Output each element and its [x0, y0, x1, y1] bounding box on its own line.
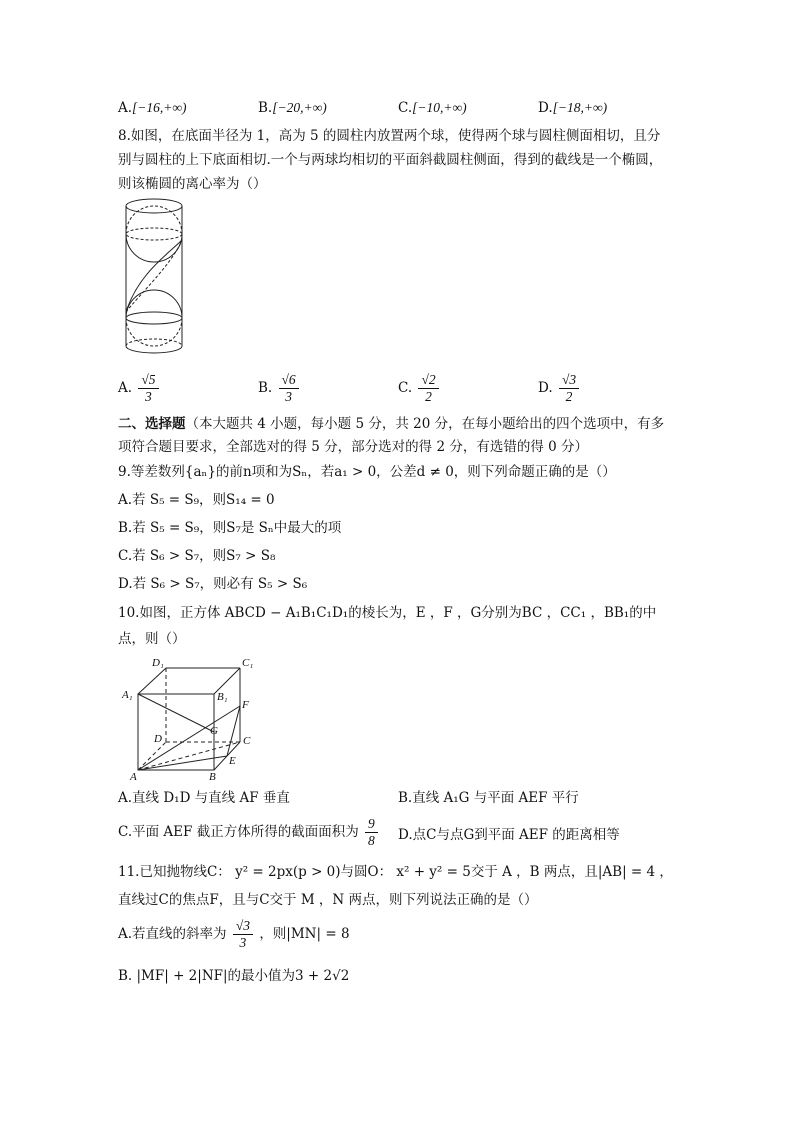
- q10-option-c: [118, 816, 380, 849]
- q11-option-a: [118, 918, 350, 951]
- fraction: [418, 372, 438, 405]
- numerator: √6: [279, 372, 299, 389]
- numerator: √3: [559, 372, 579, 389]
- numerator: √5: [138, 372, 158, 389]
- option-letter: B.: [258, 380, 273, 396]
- q9-option-a: A.若 S₅ = S₉，则S₁₄ = 0: [118, 492, 275, 508]
- fraction: [233, 918, 253, 951]
- denominator: 2: [565, 389, 573, 404]
- denominator: 2: [425, 389, 432, 404]
- fraction: [279, 372, 299, 405]
- option-letter: C.: [398, 380, 413, 396]
- option-text: [−20,+∞): [272, 100, 327, 115]
- denominator: 3: [285, 389, 292, 404]
- q9-option-b: B.若 S₅ = S₉，则S₇是 Sₙ中最大的项: [118, 520, 342, 536]
- fraction: [138, 372, 158, 405]
- option-text: C.平面 AEF 截正方体所得的截面面积为: [118, 824, 359, 840]
- label-a1: A₁: [122, 689, 133, 701]
- q10-stem-line2: 点，则（）: [118, 631, 186, 647]
- denominator: 3: [239, 935, 247, 950]
- option-text: [−18,+∞): [552, 100, 608, 115]
- option-letter: D.: [538, 100, 553, 116]
- q8-stem-line1: 8.如图，在底面半径为 1，高为 5 的圆柱内放置两个球，使得两个球与圆柱侧面相切，且分: [118, 128, 661, 144]
- q8-stem-line3: 则该椭圆的离心率为（）: [118, 176, 267, 192]
- label-d1: D₁: [152, 657, 164, 669]
- q8-option-a: [118, 372, 161, 405]
- denominator: 8: [368, 833, 375, 848]
- section2-line1: [118, 414, 664, 434]
- option-letter: D.: [538, 380, 553, 396]
- option-letter: C.: [398, 100, 413, 116]
- q10-option-d: D.点C与点G到平面 AEF 的距离相等: [398, 827, 620, 843]
- q9-option-c: C.若 S₆ > S₇，则S₇ > S₈: [118, 548, 276, 564]
- q7-option-b: [258, 98, 327, 118]
- label-f: F: [242, 699, 249, 711]
- q7-option-a: [118, 98, 187, 118]
- q7-option-c: [398, 98, 467, 118]
- label-b: B: [209, 771, 216, 782]
- label-d: D: [154, 733, 162, 745]
- q11-stem-line2: 直线过C的焦点F，且与C交于 M ，N 两点，则下列说法正确的是（）: [118, 892, 538, 908]
- section2-desc: （本大题共 4 小题，每小题 5 分，共 20 分，在每小题给出的四个选项中，有多: [185, 416, 665, 432]
- numerator: √2: [418, 372, 438, 389]
- cylinder-figure: [118, 194, 190, 360]
- q7-option-d: [538, 98, 607, 118]
- section2-heading: 二、选择题: [118, 416, 186, 432]
- q10-option-b: B.直线 A₁G 与平面 AEF 平行: [398, 790, 579, 806]
- section2-line2: 项符合题目要求，全部选对的得 5 分，部分选对的得 2 分，有选错的得 0 分）: [118, 439, 589, 455]
- denominator: 3: [145, 389, 152, 404]
- label-b1: B₁: [217, 691, 228, 703]
- option-text-post: ，则|MN| = 8: [259, 926, 350, 942]
- option-letter: B.: [258, 100, 273, 116]
- q9-option-d: D.若 S₆ > S₇，则必有 S₅ > S₆: [118, 576, 308, 592]
- option-text: A.若直线的斜率为: [118, 926, 227, 942]
- label-c1: C₁: [242, 657, 254, 669]
- q11-stem-line1: 11.已知抛物线C： y² = 2px(p > 0)与圆O： x² + y² = 5交于 A ，B 两点，且|AB| = 4 ，: [118, 864, 673, 880]
- numerator: √3: [233, 918, 253, 935]
- q8-stem-line2: 别与圆柱的上下底面相切.一个与两球均相切的平面斜截圆柱侧面，得到的截线是一个椭圆，: [118, 152, 663, 168]
- option-text: [−16,+∞): [132, 100, 187, 115]
- label-e: E: [229, 755, 236, 767]
- label-g: G: [210, 725, 218, 737]
- q10-stem-line1: 10.如图，正方体 ABCD − A₁B₁C₁D₁的棱长为，E ，F ，G分别为BC ，CC₁ ，BB₁的中: [118, 605, 657, 621]
- option-letter: A.: [118, 100, 133, 116]
- q8-option-d: [538, 372, 581, 405]
- numerator: 9: [365, 816, 378, 833]
- label-a: A: [130, 771, 137, 782]
- q11-option-b: B. |MF| + 2|NF|的最小值为3 + 2√2: [118, 968, 350, 984]
- option-letter: A.: [118, 380, 133, 396]
- q10-option-a: A.直线 D₁D 与直线 AF 垂直: [118, 790, 290, 806]
- q8-option-c: [398, 372, 441, 405]
- fraction: [365, 816, 378, 849]
- cube-figure: [118, 654, 266, 782]
- q9-stem: 9.等差数列{aₙ}的前n项和为Sₙ，若a₁ > 0，公差d ≠ 0，则下列命题正确的是（）: [118, 464, 616, 480]
- label-c: C: [243, 735, 251, 747]
- fraction: [559, 372, 579, 405]
- option-text: [−10,+∞): [412, 100, 467, 115]
- q8-option-b: [258, 372, 301, 405]
